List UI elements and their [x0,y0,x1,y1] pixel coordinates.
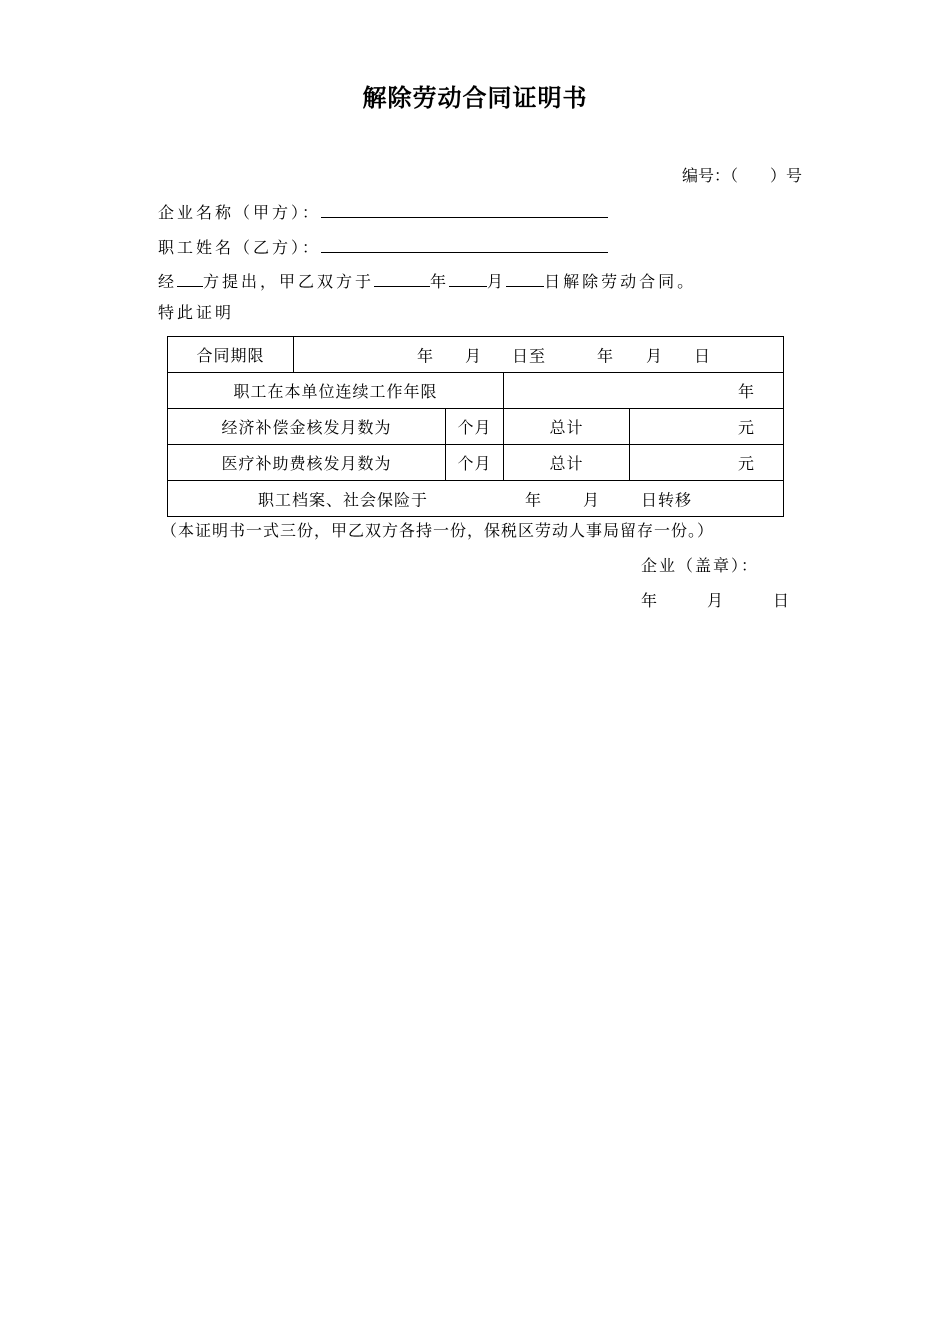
archive-transfer-year: 年 [525,490,543,509]
medical-subsidy-label: 医疗补助费核发月数为 [168,445,446,481]
table-row-archive-transfer [168,481,784,517]
economic-compensation-total[interactable] [630,409,784,445]
contract-start-month: 月 [465,346,483,365]
termination-month-field[interactable] [449,271,487,287]
proposal-year: 年 [430,272,450,291]
economic-compensation-label: 经济补偿金核发月数为 [168,409,446,445]
proposer-field[interactable] [177,271,203,287]
economic-compensation-months[interactable] [446,409,504,445]
archive-transfer-suffix: 日转移 [641,490,693,509]
document-number [682,168,802,184]
seal-label: 企业（盖章）： [641,556,760,575]
copies-note: （本证明书一式三份，甲乙双方各持一份，保税区劳动人事局留存一份。） [161,521,715,540]
medical-subsidy-unit: 个月 [457,454,492,473]
employee-field[interactable] [321,237,608,253]
employee-label: 职工姓名（乙方）： [158,238,322,257]
employee-line [158,237,608,256]
economic-compensation-currency: 元 [738,418,756,437]
contract-term-label: 合同期限 [168,337,294,373]
employer-line [158,202,608,221]
number-open-paren: （ [730,166,739,185]
number-label: 编号： [682,166,731,185]
medical-subsidy-total[interactable] [630,445,784,481]
medical-subsidy-currency: 元 [738,454,756,473]
certificate-table [167,336,784,517]
termination-day-field[interactable] [506,271,544,287]
contract-end-year: 年 [597,346,615,365]
signature-day: 日 [773,591,790,610]
contract-term-value[interactable] [294,337,784,373]
number-suffix: 号 [786,166,803,185]
medical-subsidy-total-label: 总计 [504,445,630,481]
certify-text: 特此证明 [158,303,235,322]
service-years-value[interactable] [504,373,784,409]
contract-start-day: 日至 [512,346,547,365]
table-row-medical-subsidy [168,445,784,481]
medical-subsidy-months[interactable] [446,445,504,481]
archive-transfer-cell[interactable] [168,481,784,517]
number-close-paren: ） [770,166,787,185]
service-years-label: 职工在本单位连续工作年限 [168,373,504,409]
table-row-contract-term [168,337,784,373]
document-title: 解除劳动合同证明书 [362,83,588,112]
proposal-text-3: 日解除劳动合同。 [544,272,697,291]
proposal-month: 月 [487,272,507,291]
signature-date [641,593,789,609]
employer-field[interactable] [321,202,608,218]
termination-year-field[interactable] [374,271,430,287]
economic-compensation-unit: 个月 [457,418,492,437]
contract-end-month: 月 [646,346,664,365]
archive-transfer-month: 月 [583,490,601,509]
signature-month: 月 [707,591,724,610]
proposal-text-2: 方提出，甲乙双方于 [203,272,375,291]
economic-compensation-total-label: 总计 [504,409,630,445]
proposal-text-1: 经 [158,272,178,291]
contract-start-year: 年 [417,346,435,365]
archive-transfer-label: 职工档案、社会保险于 [258,490,429,509]
contract-end-day: 日 [694,346,712,365]
table-row-service-years [168,373,784,409]
employer-label: 企业名称（甲方）： [158,203,322,222]
service-years-unit: 年 [738,382,756,401]
proposal-line [158,271,696,290]
table-row-economic-compensation [168,409,784,445]
signature-year: 年 [641,591,658,610]
